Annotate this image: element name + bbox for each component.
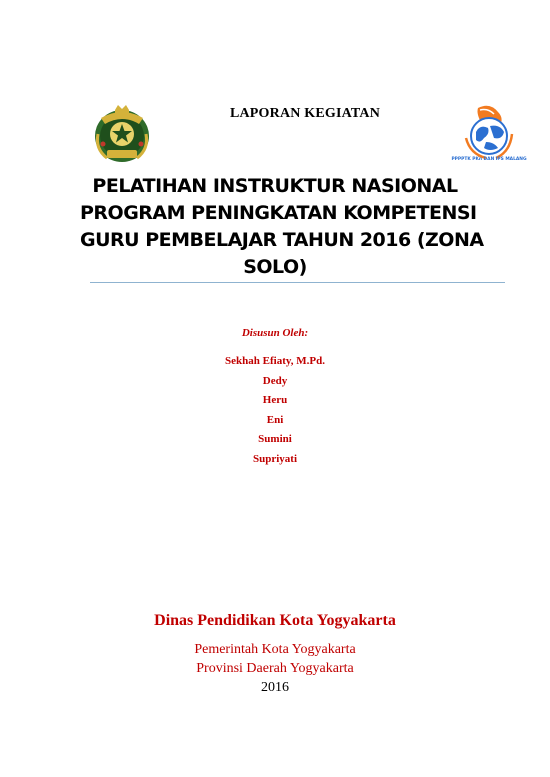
authors-block [150,327,400,469]
author-name: Eni [266,413,284,426]
publication-year: 2016 [261,680,289,695]
title-divider [90,282,505,283]
government-name: Pemerintah Kota Yogyakarta [194,642,356,657]
report-label: LAPORAN KEGIATAN [229,106,381,121]
title-line: PELATIHAN INSTRUKTUR NASIONAL [92,175,458,197]
title-line: SOLO) [243,256,307,278]
author-name: Sekhah Efiaty, M.Pd. [225,355,325,367]
document-title [80,173,484,281]
author-name: Supriyati [252,452,297,465]
institution-logo-text: PPPPTK PKn DAN IPS MALANG [451,157,527,162]
author-name: Dedy [262,374,288,387]
city-emblem-icon [93,104,151,164]
author-name: Heru [262,394,288,406]
title-line: GURU PEMBELAJAR TAHUN 2016 (ZONA [80,229,484,251]
province-name: Provinsi Daerah Yogyakarta [196,661,354,676]
department-name: Dinas Pendidikan Kota Yogyakarta [154,612,396,629]
institution-logo-icon [451,104,527,162]
authors-heading: Disusun Oleh: [241,327,309,339]
title-line: PROGRAM PENINGKATAN KOMPETENSI [80,202,477,224]
publisher-block [100,612,450,697]
author-name: Sumini [258,433,292,445]
